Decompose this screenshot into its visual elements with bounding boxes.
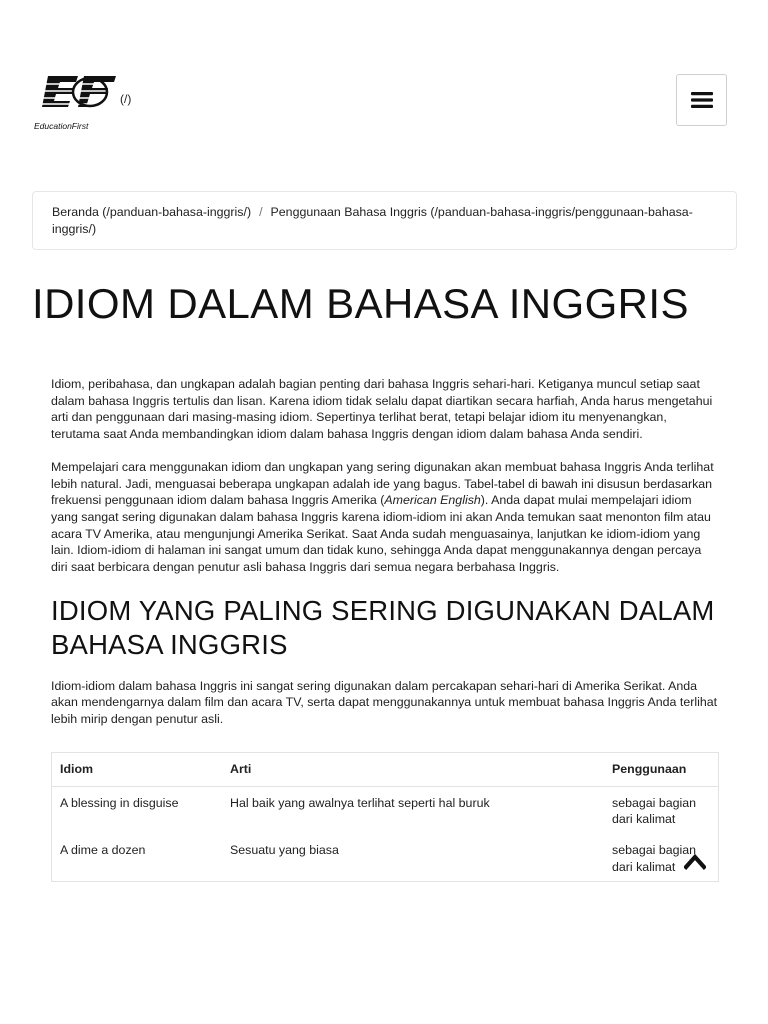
intro-text-part: Mempelajari cara menggunakan idiom dan ungkapan yang sering digunakan akan membuat bahasa Inggris Anda terlihat lebih natural. Jadi, menguasai beberapa ungkapan adalah ide yang bagus. Tabel-tabel di bawah ini disusun berdasarkan frekuensi penggunaan idiom dalam bahasa Inggris Amerika (	[51, 459, 714, 508]
breadcrumb	[32, 191, 737, 250]
intro-paragraph-2	[51, 459, 719, 576]
intro-text-part: ). Anda dapat mulai mempelajari idiom yang sangat sering digunakan dalam bahasa Inggris karena idiom-idiom ini akan Anda temukan saat menonton film atau acara TV Amerika, atau mengunjungi Amerika Serikat. Saat Anda sudah menguasainya, lanjutkan ke idiom-idiom yang lain. Idiom-idiom di halaman ini sangat umum dan tidak kuno, sehingga Anda dapat menggunakannya dengan percaya diri saat berbicara dengan penutur asli bahasa Inggris dari semua negara berbahasa Inggris.	[51, 493, 711, 575]
ef-logo[interactable]	[34, 74, 124, 134]
page-title: IDIOM DALAM BAHASA INGGRIS	[32, 280, 689, 327]
breadcrumb-separator: /	[259, 205, 263, 219]
menu-button[interactable]	[676, 74, 727, 126]
usage-cell: sebagai bagian dari kalimat	[612, 795, 697, 827]
hamburger-icon	[691, 91, 713, 109]
section-title: IDIOM YANG PALING SERING DIGUNAKAN DALAM BAHASA INGGRIS	[51, 594, 715, 660]
column-header-penggunaan: Penggunaan	[604, 752, 719, 786]
idiom-cell: A dime a dozen	[60, 842, 146, 857]
idioms-table	[51, 752, 719, 883]
ef-logo-icon	[34, 74, 124, 134]
article-content	[51, 376, 719, 882]
home-link[interactable]: (/)	[120, 92, 132, 106]
page-cutoff	[0, 912, 768, 1024]
site-header	[0, 0, 768, 150]
meaning-cell: Sesuatu yang biasa	[230, 842, 339, 857]
column-header-arti: Arti	[222, 752, 604, 786]
usage-cell: sebagai bagian dari kalimat	[612, 842, 697, 874]
back-to-top-button[interactable]	[684, 852, 706, 870]
table-row	[52, 834, 719, 882]
chevron-up-icon	[684, 852, 706, 870]
ef-logo-text: EducationFirst	[34, 121, 89, 131]
american-english-term: American English	[384, 493, 481, 508]
breadcrumb-item-home[interactable]: Beranda (/panduan-bahasa-inggris/)	[52, 205, 252, 219]
idiom-cell: A blessing in disguise	[60, 795, 179, 810]
breadcrumb-item-english-usage[interactable]: Penggunaan Bahasa Inggris (/panduan-bahasa-inggris/penggunaan-bahasa-inggris/)	[52, 205, 693, 236]
meaning-cell: Hal baik yang awalnya terlihat seperti hal buruk	[230, 795, 490, 810]
table-row	[52, 786, 719, 834]
table-header-row	[52, 752, 719, 786]
intro-paragraph: Idiom, peribahasa, dan ungkapan adalah bagian penting dari bahasa Inggris sehari-hari. Ketiganya muncul setiap saat dalam bahasa Inggris tertulis dan lisan. Karena idiom tidak selalu dapat diartikan secara harfiah, Anda harus mengetahui arti dan penggunaan dari masing-masing idiom. Sepertinya terlihat berat, tetapi belajar idiom itu menyenangkan, terutama saat Anda membandingkan idiom dalam bahasa Inggris dengan idiom dalam bahasa Anda sendiri.	[51, 377, 713, 442]
column-header-idiom: Idiom	[52, 752, 223, 786]
section-paragraph: Idiom-idiom dalam bahasa Inggris ini sangat sering digunakan dalam percakapan sehari-hari di Amerika Serikat. Anda akan mendengarnya dalam film dan acara TV, serta dapat menggunakannya untuk membuat bahasa Inggris Anda terlihat lebih mirip dengan penutur asli.	[51, 678, 718, 727]
